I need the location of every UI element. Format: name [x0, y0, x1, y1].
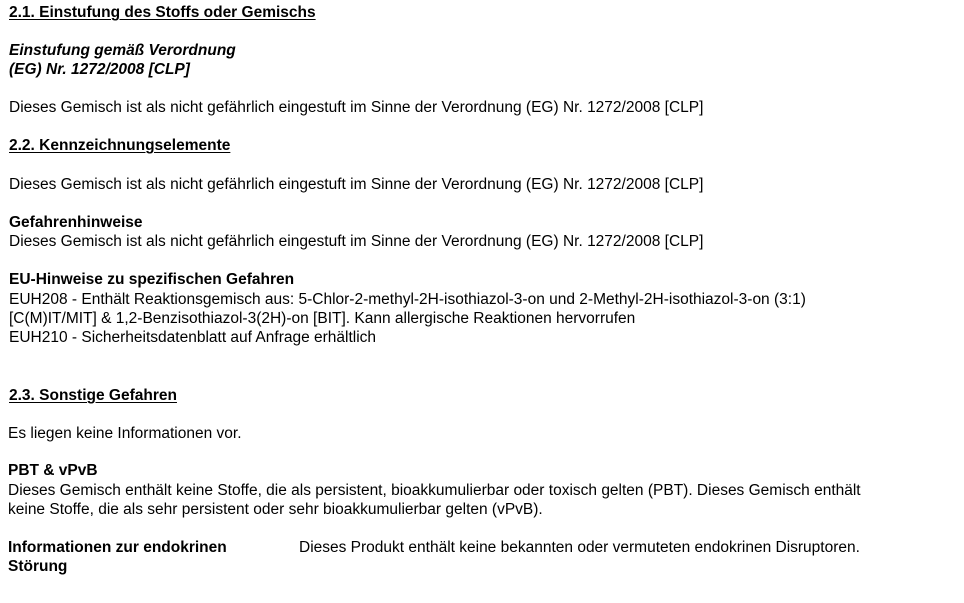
classification-text: Dieses Gemisch ist als nicht gefährlich eingestuft im Sinne der Verordnung (EG) Nr. 1272/2008 [CLP] [9, 99, 704, 116]
labelling-text: Dieses Gemisch ist als nicht gefährlich eingestuft im Sinne der Verordnung (EG) Nr. 1272/2008 [CLP] [9, 176, 704, 193]
euh208-line2: [C(M)IT/MIT] & 1,2-Benzisothiazol-3(2H)-on [BIT]. Kann allergische Reaktionen hervorrufen [9, 310, 636, 327]
section-2-2-heading: 2.2. Kennzeichnungselemente [9, 137, 231, 154]
pbt-line1: Dieses Gemisch enthält keine Stoffe, die als persistent, bioakkumulierbar oder toxisch gelten (PBT). Dieses Gemisch enthält [8, 482, 861, 499]
endocrine-label-line1: Informationen zur endokrinen [8, 539, 227, 556]
hazard-statements-text: Dieses Gemisch ist als nicht gefährlich eingestuft im Sinne der Verordnung (EG) Nr. 1272/2008 [CLP] [9, 233, 704, 250]
section-2-3-heading: 2.3. Sonstige Gefahren [9, 387, 177, 404]
pbt-line2: keine Stoffe, die als sehr persistent oder sehr bioakkumulierbar gelten (vPvB). [8, 501, 543, 518]
endocrine-text: Dieses Produkt enthält keine bekannten oder vermuteten endokrinen Disruptoren. [299, 539, 860, 556]
classification-subheading [9, 41, 236, 79]
eu-hazard-label: EU-Hinweise zu spezifischen Gefahren [9, 271, 295, 288]
euh210-statement: EUH210 - Sicherheitsdatenblatt auf Anfrage erhältlich [9, 329, 377, 346]
classification-subheading-line1: Einstufung gemäß Verordnung [9, 42, 236, 59]
other-hazards-text: Es liegen keine Informationen vor. [8, 425, 242, 442]
endocrine-label-line2: Störung [8, 558, 68, 575]
endocrine-label [8, 538, 227, 576]
classification-subheading-line2: (EG) Nr. 1272/2008 [CLP] [9, 61, 190, 78]
section-2-1-heading: 2.1. Einstufung des Stoffs oder Gemischs [9, 4, 316, 21]
pbt-vpvb-label: PBT & vPvB [8, 462, 98, 479]
hazard-statements-label: Gefahrenhinweise [9, 214, 143, 231]
euh208-line1: EUH208 - Enthält Reaktionsgemisch aus: 5-Chlor-2-methyl-2H-isothiazol-3-on und 2-Methyl-2H-isothiazol-3-on (3:1) [9, 291, 806, 308]
